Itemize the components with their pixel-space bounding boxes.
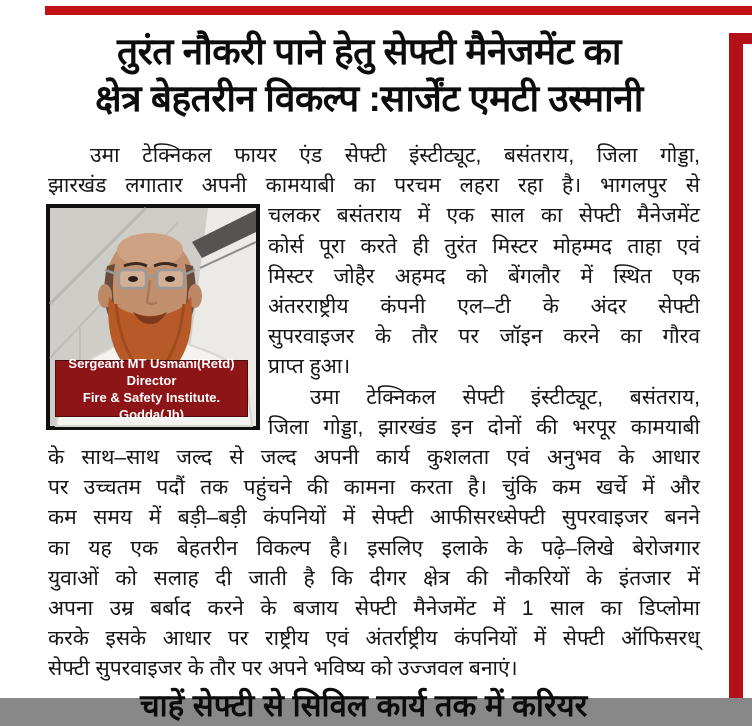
photo-caption-line: Director [126, 372, 177, 388]
body-line: प्राप्त हुआ। [268, 355, 351, 378]
body-line: झारखंड लगातार अपनी कामयाबी का परचम लहरा रहा है। भागलपुर से [48, 174, 700, 197]
top-red-rule [45, 6, 752, 15]
photo-caption-line: Sergeant MT Usmani(Retd) [68, 355, 235, 371]
body-line: कम समय में बड़ी–बड़ी कंपनियों में सेफ्टी आफीसरध्सेफ्टी सुपरवाइजर बनने [48, 506, 700, 529]
headline-line-2: क्षेत्र बेहतरीन विकल्प :सार्जेंट एमटी उस्मानी [95, 78, 643, 119]
bottom-partial-line: चाहें सेफ्टी से सिविल कार्य तक में करियर [140, 688, 588, 723]
body-line: युवाओं को सलाह दी जाती है कि दीगर क्षेत्र की नौकरियों के इंतजार में [48, 567, 700, 590]
adjacent-article-frame-side [729, 33, 743, 698]
body-line: अपना उम्र बर्बाद करने के बजाय सेफ्टी मैनेजमेंट में 1 साल का डिप्लोमा [48, 597, 700, 620]
body-line: सुपरवाइजर के तौर पर जॉइन करने का गौरव [268, 325, 700, 348]
portrait-photo [46, 204, 260, 430]
body-line: उमा टेक्निकल फायर एंड सेफ्टी इंस्टीट्यूट, बसंतराय, जिला गोड्डा, [90, 144, 700, 167]
body-line: के साथ–साथ जल्द से जल्द अपनी कार्य कुशलता एवं अनुभव के आधार [48, 446, 700, 469]
photo-caption [55, 355, 248, 422]
body-line: अंतरराष्ट्रीय कंपनी एल–टी के अंदर सेफ्टी [268, 295, 700, 318]
body-line: करके इसके आधार पर राष्ट्रीय एवं अंतर्राष्ट्रीय कंपनियों में सेफ्टी ऑफिसरध् [48, 627, 700, 650]
body-line: जिला गोड्डा, झारखंड इन दोनों की भरपूर कामयाबी [268, 416, 700, 439]
body-line: का यह एक बेहतरीन विकल्प है। इसलिए इलाके के पढ़े–लिखे बेरोजगार [48, 537, 700, 560]
headline [38, 28, 700, 122]
photo-caption-line: Fire & Safety Institute. Godda(Jh) [82, 389, 221, 422]
body-line: उमा टेक्निकल सेफ्टी इंस्टीट्यूट, बसंतराय, [310, 386, 700, 409]
body-line: मिस्टर जोहैर अहमद को बेंगलौर में स्थित एक [268, 265, 700, 288]
body-line: कोर्स पूरा करते ही तुरंत मिस्टर मोहम्मद ताहा एवं [268, 235, 700, 258]
body-line: चलकर बसंतराय में एक साल का सेफ्टी मैनेजमेंट [268, 204, 700, 227]
headline-line-1: तुरंत नौकरी पाने हेतु सेफ्टी मैनेजमेंट का [116, 31, 622, 72]
body-line: सेफ्टी सुपरवाइजर के तौर पर अपने भविष्य को उज्जवल बनाएं। [48, 657, 518, 680]
body-line: पर उच्चतम पदौं तक पहुंचने की कामना करता है। चुंकि कम खर्चे में और [48, 476, 700, 499]
